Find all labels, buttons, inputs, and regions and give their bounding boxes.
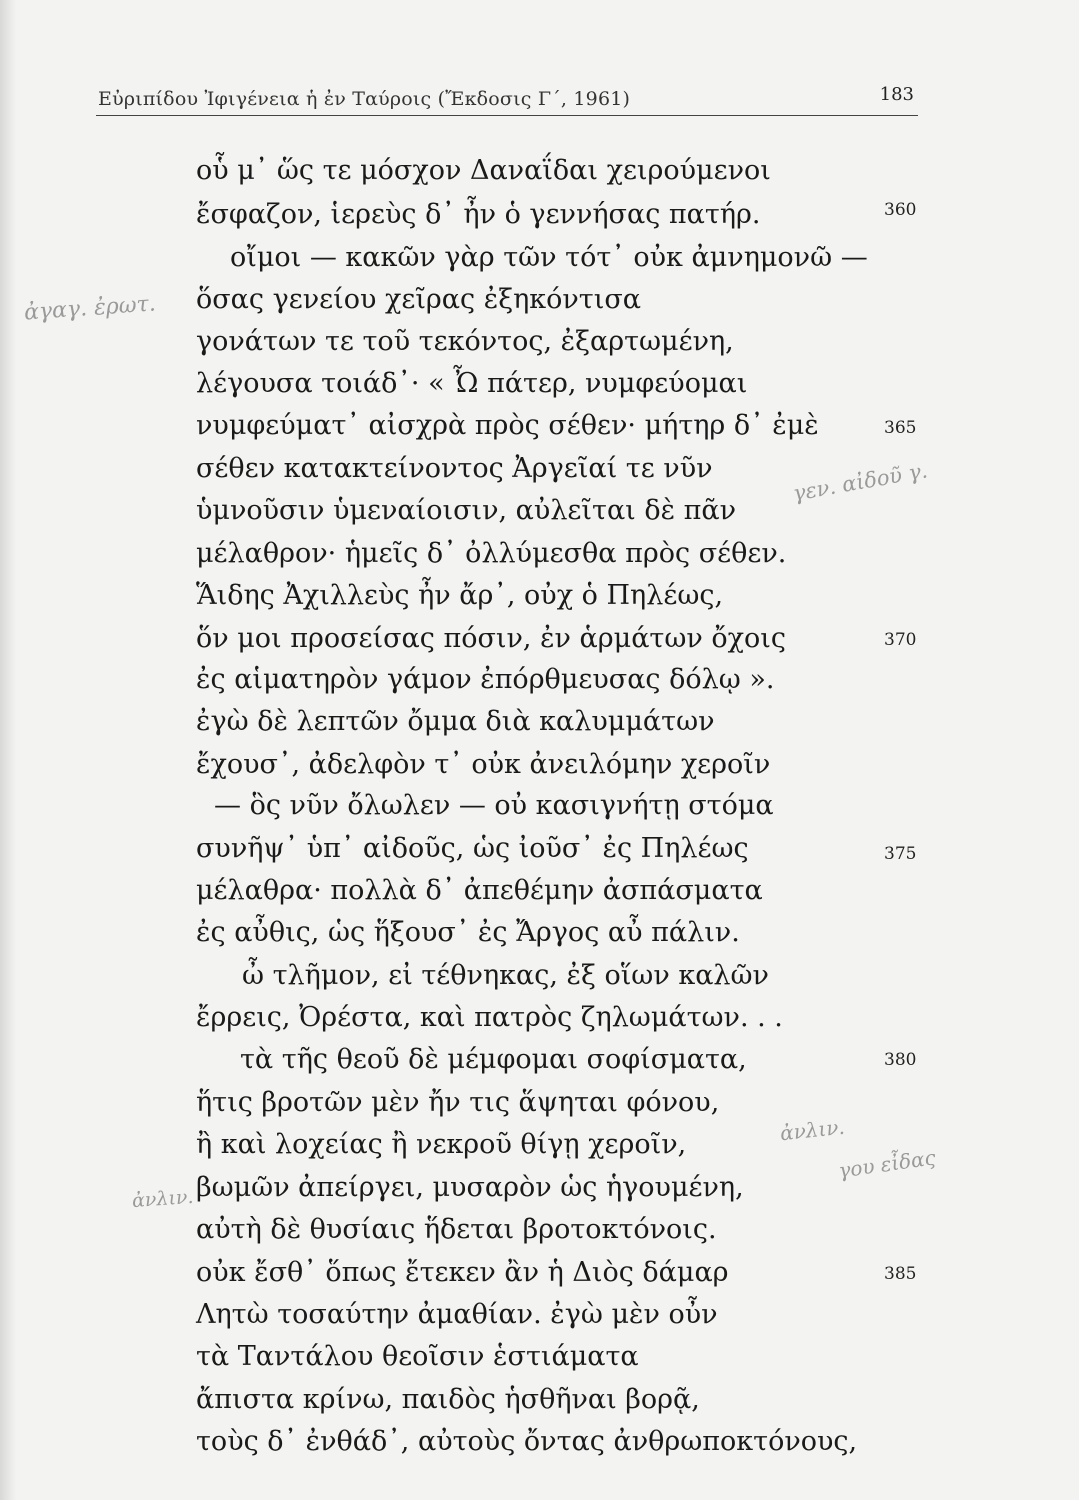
verse-line: τὰ τῆς θεοῦ δὲ μέμφομαι σοφίσματα, [240,1044,747,1075]
verse-line: ὑμνοῦσιν ὑμεναίοισιν, αὐλεῖται δὲ πᾶν [196,495,737,526]
line-number: 370 [884,630,917,650]
verse-line: αὐτὴ δὲ θυσίαις ἥδεται βροτοκτόνοις. [196,1214,717,1245]
line-number: 385 [884,1264,917,1284]
verse-line: τοὺς δ᾽ ἐνθάδ᾽, αὐτοὺς ὄντας ἀνθρωποκτόνους, [196,1426,858,1457]
verse-line: ὅσας γενείου χεῖρας ἐξηκόντισα [196,284,641,315]
handwritten-margin-note: γου εἶδας [836,1145,938,1183]
verse-line: βωμῶν ἀπείργει, μυσαρὸν ὡς ἡγουμένη, [196,1172,744,1203]
verse-line: οὐκ ἔσθ᾽ ὅπως ἔτεκεν ἂν ἡ Διὸς δάμαρ [196,1257,729,1288]
line-number: 360 [884,200,917,220]
verse-line: γονάτων τε τοῦ τεκόντος, ἐξαρτωμένη, [196,326,734,357]
verse-line: ἐς αὖθις, ὡς ἥξουσ᾽ ἐς Ἄργος αὖ πάλιν. [196,917,740,948]
handwritten-margin-note: ἀνλιν. [131,1185,195,1213]
verse-line: τὰ Ταντάλου θεοῖσιν ἑστιάματα [196,1341,639,1372]
verse-line: Ἅιδης Ἀχιλλεὺς ἦν ἄρ᾽, οὐχ ὁ Πηλέως, [196,580,724,611]
line-number: 380 [884,1050,917,1070]
verse-line: ἔρρεις, Ὀρέστα, καὶ πατρὸς ζηλωμάτων. . . [196,1002,783,1033]
verse-line: λέγουσα τοιάδ᾽· « Ὦ πάτερ, νυμφεύομαι [196,368,748,399]
verse-line: ἐς αἱματηρὸν γάμον ἐπόρθμευσας δόλῳ ». [196,664,775,695]
line-number: 375 [884,844,917,864]
page-number: 183 [879,84,914,105]
verse-line: οἴμοι — κακῶν γὰρ τῶν τότ᾽ οὐκ ἀμνημονῶ — [230,242,868,273]
page-edge-shadow [0,0,16,1500]
verse-line: Λητὼ τοσαύτην ἀμαθίαν. ἐγὼ μὲν οὖν [196,1299,718,1330]
running-header [96,84,918,116]
handwritten-margin-note: γεν. αἰδοῦ γ. [790,458,930,506]
verse-line: μέλαθρα· πολλὰ δ᾽ ἀπεθέμην ἀσπάσματα [196,875,763,906]
verse-line: οὗ μ᾽ ὥς τε μόσχον Δαναΐδαι χειρούμενοι [196,155,771,186]
verse-line: συνῆψ᾽ ὑπ᾽ αἰδοῦς, ὡς ἰοῦσ᾽ ἐς Πηλέως [196,833,749,864]
verse-line: ἥτις βροτῶν μὲν ἤν τις ἅψηται φόνου, [196,1087,720,1118]
handwritten-margin-note: ἀγαγ. ἐρωτ. [23,291,157,326]
header-rule [96,115,918,116]
line-number: 365 [884,418,917,438]
verse-line: ὅν μοι προσείσας πόσιν, ἐν ἁρμάτων ὄχοις [196,623,786,654]
verse-line: — ὃς νῦν ὄλωλεν — οὐ κασιγνήτῃ στόμα [214,790,774,821]
verse-line: μέλαθρον· ἡμεῖς δ᾽ ὀλλύμεσθα πρὸς σέθεν. [196,538,787,569]
verse-line: ἄπιστα κρίνω, παιδὸς ἡσθῆναι βορᾷ, [196,1384,700,1415]
verse-line: ὦ τλῆμον, εἰ τέθνηκας, ἐξ οἵων καλῶν [242,960,769,991]
verse-line: ἔσφαζον, ἱερεὺς δ᾽ ἦν ὁ γεννήσας πατήρ. [196,199,761,230]
verse-line: ἐγὼ δὲ λεπτῶν ὄμμα διὰ καλυμμάτων [196,706,715,737]
handwritten-margin-note: ἀνλιν. [778,1114,846,1146]
verse-line: ἢ καὶ λοχείας ἢ νεκροῦ θίγῃ χεροῖν, [196,1129,687,1160]
verse-line: σέθεν κατακτείνοντος Ἀργεῖαί τε νῦν [196,453,713,484]
header-title: Εὐριπίδου Ἰφιγένεια ἡ ἐν Ταύροις (Ἔκδοσις Γ΄, 1961) [98,88,631,110]
verse-line: νυμφεύματ᾽ αἰσχρὰ πρὸς σέθεν· μήτηρ δ᾽ ἐμὲ [196,410,819,441]
verse-line: ἔχουσ᾽, ἀδελφὸν τ᾽ οὐκ ἀνειλόμην χεροῖν [196,749,771,780]
